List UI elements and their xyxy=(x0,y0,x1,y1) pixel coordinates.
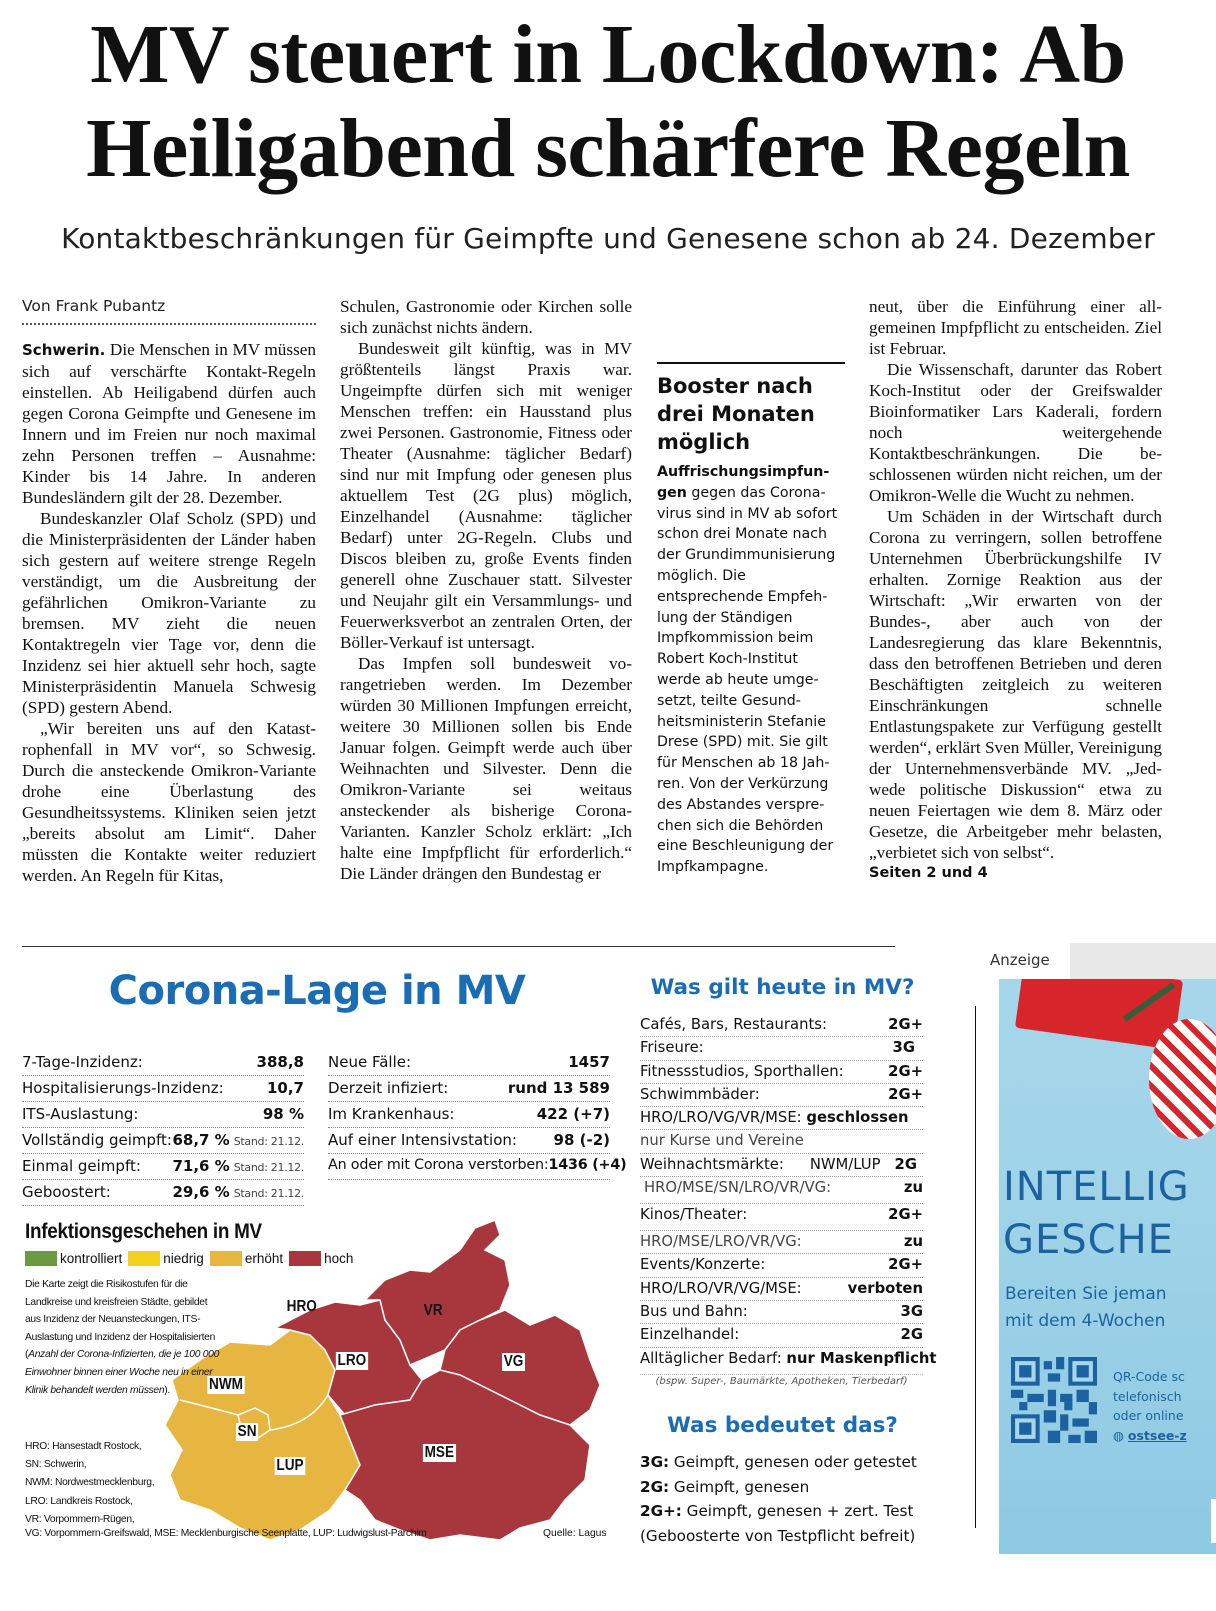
definition-item: 3G: Geimpft, genesen oder getestet xyxy=(640,1453,917,1471)
subheadline: Kontaktbeschränkungen für Geimpfte und Genesene schon ab 24. Dezember xyxy=(61,222,1155,255)
stat-row: ITS-Auslastung: 98 % xyxy=(22,1102,304,1128)
ad-tab-background xyxy=(1070,943,1216,979)
ad-label: Anzeige xyxy=(990,951,1050,969)
stat-row: Geboostert: 29,6 % Stand: 21.12. xyxy=(22,1180,304,1206)
rules-list xyxy=(640,1014,937,1387)
rule-row: HRO/MSE/SN/LRO/VR/VG: zu xyxy=(640,1177,923,1204)
stat-row: Hospitalisierungs-Inzidenz: 10,7 xyxy=(22,1076,304,1102)
legend-swatch-yellow xyxy=(128,1251,160,1266)
paragraph: Um Schäden in der Wirtschaft durch Corona zu verringern, sollen betroffene Unternehmen Überbrückungshilfe IV erhalten. Zornige Reaktion aus der Wirtschaft: „Wir erwarten von der Bundes-, aber auch von der Landesregierung das klare Bekenntnis, dass den betroffenen Betrieben und deren Beschäftigten zeitgleich zu weiteren Einschränkungen schnelle Entlastungspakete zur Verfügung gestellt werden“, erklärt Sven Müller, Vereinigung der Unternehmensverbände MV. „Jedwede politische Diskussion“ etwa zu neuen Feiertagen wie dem 8. März oder Gesetze, die Arbeitgeber mehr belasten, „verbietet sich von selbst“. xyxy=(869,507,1162,862)
headline-line-2: Heiligabend schärfere Regeln xyxy=(86,102,1130,195)
map-label-vr: VR xyxy=(423,1302,443,1319)
was-bedeutet-title: Was bedeutet das? xyxy=(667,1413,898,1438)
rule-row: HRO/MSE/LRO/VR/VG: zu xyxy=(640,1231,923,1254)
map-label-lro: LRO xyxy=(337,1352,367,1369)
map-description: Die Karte zeigt die Risikostufen für die Landkreise und kreisfreien Städte, gebildet aus Inzidenz der Neuansteckungen, ITS-Auslastung und Inzidenz der Hospitalisierten (Anzahl der Corona-Infizierten, die je 100 000 Einwohner binnen einer Woche neu in einer Klinik behandelt werden müssen). xyxy=(25,1279,219,1396)
ad-qr-text: QR-Code sc telefonisch oder online ◍ ostsee-z xyxy=(1113,1367,1187,1445)
rule-row: Bus und Bahn: 3G xyxy=(640,1301,923,1324)
rule-row: HRO/LRO/VG/VR/MSE: geschlossen xyxy=(640,1107,923,1130)
definition-item: 2G+: Geimpft, genesen + zert. Test xyxy=(640,1502,914,1521)
advertisement[interactable] xyxy=(999,979,1216,1554)
candy-decoration-image xyxy=(1149,1019,1216,1139)
rule-row: Schwimmbäder: 2G+ xyxy=(640,1084,923,1107)
map-source: Quelle: Lagus xyxy=(543,1528,607,1539)
map-abbreviations-last: VG: Vorpommern-Greifswald, MSE: Mecklenburgische Seenplatte, LUP: Ludwigslust-Parchim xyxy=(25,1528,427,1539)
ad-headline-2: GESCHE xyxy=(1003,1217,1174,1263)
rule-row: Einzelhandel: 2G xyxy=(640,1324,923,1347)
rule-row: nur Kurse und Vereine xyxy=(640,1130,923,1153)
map-label-mse: MSE xyxy=(424,1444,455,1461)
box-top-rule xyxy=(657,362,845,364)
rule-row: Alltäglicher Bedarf: nur Maskenpflicht xyxy=(640,1348,923,1375)
stat-row: 7-Tage-Inzidenz: 388,8 xyxy=(22,1050,304,1076)
globe-icon: ◍ xyxy=(1113,1427,1124,1443)
map-label-vg: VG xyxy=(503,1353,524,1370)
article-column-2 xyxy=(340,296,632,884)
stat-row: Vollständig geimpft: 68,7 % Stand: 21.12. xyxy=(22,1128,304,1154)
paragraph: Das Impfen soll bundesweit vorangetrieben werden. Im Dezember würden 30 Millionen Impfungen erreicht, weitere 30 Millionen sollen bis Ende Januar folgen. Geimpft werde auch über Weihnachten und Silvester. Denn die Omikron-Variante sei weitaus ansteckender als bisherige Corona-Varianten. Kanzler Scholz erklärt: „Ich halte eine Impfpflicht für erforderlich.“ Die Länder drängen den Bundestag er xyxy=(340,654,632,883)
corona-lage-title: Corona-Lage in MV xyxy=(108,968,526,1014)
stats-right xyxy=(328,1050,627,1180)
legend-swatch-green xyxy=(25,1251,57,1266)
dateline: Schwerin. xyxy=(22,341,106,359)
ad-link[interactable]: ◍ ostsee-z xyxy=(1113,1427,1187,1443)
ad-text-2: mit dem 4-Wochen xyxy=(1005,1311,1166,1331)
ad-divider xyxy=(975,1006,976,1528)
stat-row: Einmal geimpft: 71,6 % Stand: 21.12. xyxy=(22,1154,304,1180)
article-column-4 xyxy=(869,296,1162,884)
was-gilt-title: Was gilt heute in MV? xyxy=(650,975,915,1000)
definitions-list xyxy=(640,1450,925,1548)
definition-footnote: (Geboosterte von Testpflicht befreit) xyxy=(640,1526,916,1545)
rule-row: HRO/LRO/VR/VG/MSE: verboten xyxy=(640,1278,923,1301)
article-column-1 xyxy=(22,296,316,886)
rules-note: (bspw. Super-, Baumärkte, Apotheken, Tierbedarf) xyxy=(655,1375,908,1387)
definition-item: 2G: Geimpft, genesen xyxy=(640,1477,810,1496)
map-label-lup: LUP xyxy=(276,1457,304,1474)
stat-row: Neue Fälle: 1457 xyxy=(328,1050,610,1076)
ad-text-1: Bereiten Sie jeman xyxy=(1005,1284,1167,1304)
ad-cta-edge xyxy=(1211,1499,1216,1543)
booster-box-title: Booster nach drei Monaten möglich xyxy=(657,374,815,454)
rule-row: Cafés, Bars, Restaurants: 2G+ xyxy=(640,1014,923,1037)
headline xyxy=(0,8,1216,196)
stats-left xyxy=(22,1050,304,1206)
map-label-sn: SN xyxy=(237,1423,257,1440)
paragraph: Schulen, Gastronomie oder Kirchen solle sich zunächst nichts ändern. xyxy=(340,297,632,337)
paragraph: neut, über die Einführung einer allgemeinen Impfpflicht zu entscheiden. Ziel ist Februar. xyxy=(869,297,1162,358)
stat-row: Derzeit infiziert: rund 13 589 xyxy=(328,1076,610,1102)
map-label-hro: HRO xyxy=(286,1298,317,1315)
paragraph: Bundeskanzler Olaf Scholz (SPD) und die Ministerpräsidenten der Länder haben sich gestern auf weitere strenge Regeln verständigt, um die Ausbreitung der gefährlichen Omikron-Variante zu bremsen. MV zieht die neuen Kontaktregeln vier Tage vor, denn die Inzidenz sei hier aktuell sehr hoch, sagte Ministerpräsidentin Manuela Schwesig (SPD) gestern Abend. xyxy=(22,509,316,717)
rule-row: Weihnachtsmärkte: NWM/LUP 2G xyxy=(640,1154,923,1177)
paragraph: „Wir bereiten uns auf den Katastrophenfall in MV vor“, so Schwesig. Durch die ansteckende Omikron-Variante drohe eine Überlastung des Gesundheitssystems. Kliniken seien jetzt „bereits absolut am Limit“. Daher müssten die Kontakte weiter reduziert werden. An Regeln für Kitas, xyxy=(22,719,316,885)
map-abbreviations: HRO: Hansestadt Rostock, SN: Schwerin, NWM: Nordwestmecklenburg, LRO: Landkreis Rostock, VR: Vorpommern-Rügen, xyxy=(25,1441,155,1525)
stat-row: An oder mit Corona verstorben: 1436 (+4) xyxy=(328,1154,610,1180)
page-reference: Seiten 2 und 4 xyxy=(869,865,988,881)
infektionsgeschehen-title: Infektionsgeschehen in MV xyxy=(25,1220,262,1243)
legend-item: hoch xyxy=(289,1251,353,1266)
byline: Von Frank Pubantz xyxy=(22,296,316,325)
map-label-nwm: NWM xyxy=(208,1376,243,1393)
stat-row: Auf einer Intensivstation: 98 (-2) xyxy=(328,1128,610,1154)
paragraph: Schwerin. Die Menschen in MV müssen sich auf verschärfte Kontakt-Regeln einstellen. Ab Heiligabend dürfen auch gegen Corona Geimpfte und Genesene im Innern und im Freien nur noch maximal zehn Personen treffen – Ausnahme: Kinder bis 14 Jahre. In anderen Bundesländern gilt der 28. Dezember. xyxy=(22,340,316,507)
stat-row: Im Krankenhaus: 422 (+7) xyxy=(328,1102,610,1128)
qr-code-icon[interactable] xyxy=(1011,1357,1097,1443)
rule-row: Events/Konzerte: 2G+ xyxy=(640,1254,923,1277)
legend-item: kontrolliert xyxy=(25,1251,122,1266)
ad-headline-1: INTELLIG xyxy=(1003,1164,1190,1210)
headline-line-1: MV steuert in Lockdown: Ab xyxy=(90,8,1126,101)
legend-item: niedrig xyxy=(128,1251,204,1266)
section-divider xyxy=(22,946,895,947)
booster-info-box xyxy=(657,362,845,878)
legend-item: erhöht xyxy=(210,1251,283,1266)
paragraph: Bundesweit gilt künftig, was in MV größtenteils längst Praxis war. Ungeimpfte dürfen sich mit weniger Menschen treffen: ein Hausstand plus zwei Personen. Gastronomie, Fitness oder Theater (Ausnahme: täglicher Bedarf) sind nur mit Impfung oder genesen plus aktuellem Test (2G plus) möglich, Einzelhandel (Ausnahme: täglicher Bedarf) unter 2G-Regeln. Clubs und Discos bleiben zu, große Events finden generell ohne Zuschauer statt. Silvester und Neujahr gilt ein Versammlungs- und Feuerwerksverbot an zentralen Orten, der Böller-Verkauf ist untersagt. xyxy=(340,339,632,652)
rule-row: Friseure: 3G xyxy=(640,1037,923,1060)
paragraph: Die Wissenschaft, darunter das Robert Koch-Institut oder der Greifswalder Bioinformatiker Lars Kaderali, fordern noch weitergehende Kontaktbeschränkungen. Die beschlossenen würden nicht reichen, um der Omikron-Welle die Wucht zu nehmen. xyxy=(869,360,1162,505)
rule-row: Fitnessstudios, Sporthallen: 2G+ xyxy=(640,1061,923,1084)
booster-box-text: Auffrischungsimpfungen gegen das Coronavirus sind in MV ab sofort schon drei Monate nach der Grundimmunisierung möglich. Die entsprechende Empfehlung der Ständigen Impfkommission beim Robert Koch-Institut werde ab heute umgesetzt, teilte Gesundheitsministerin Stefanie Drese (SPD) mit. Sie gilt für Menschen ab 18 Jahren. Von der Verkürzung des Abstandes versprechen sich die Behörden eine Beschleunigung der Impfkampagne. xyxy=(657,464,838,876)
rule-row: Kinos/Theater: 2G+ xyxy=(640,1204,923,1231)
